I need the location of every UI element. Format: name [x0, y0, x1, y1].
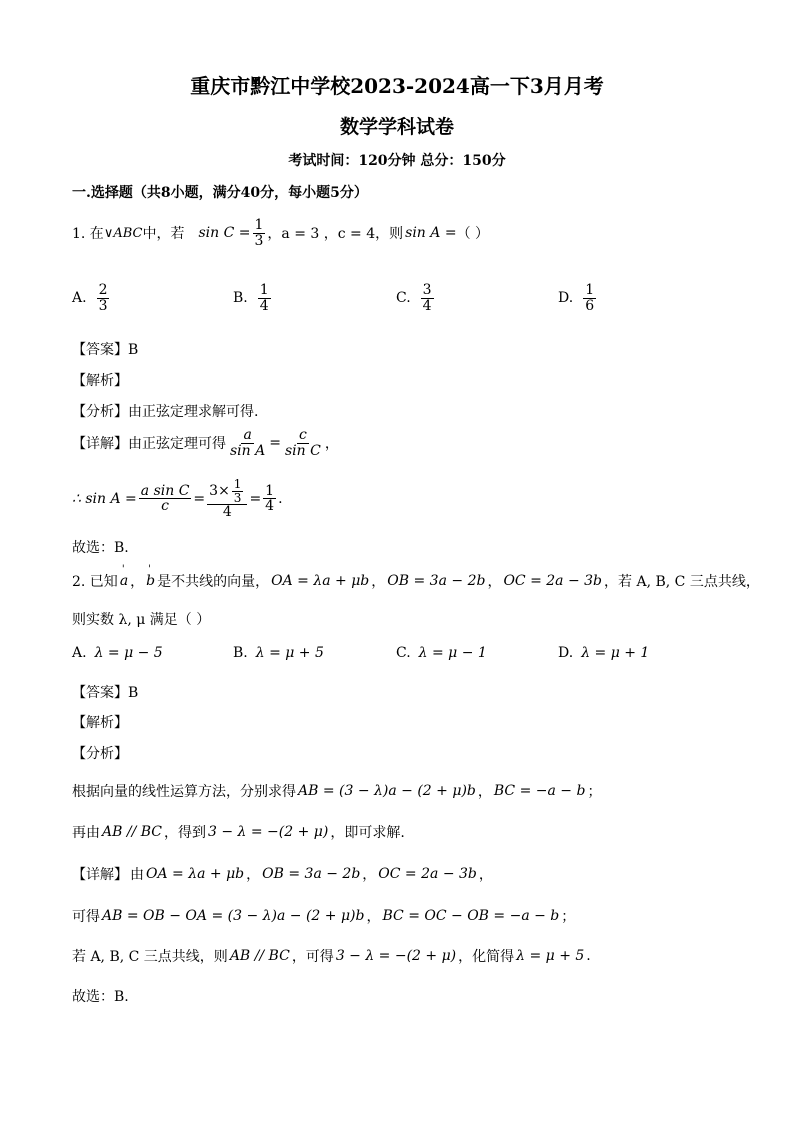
q1-option-b-fraction	[258, 283, 271, 313]
question-2-stem-line1: 2. 已知 ' a ， ' b 是不共线的向量， OA = λa + μb ， OB = 3a − 2b ， OC = 2a − 3b ，若 A, B, C 三点共线，	[72, 571, 760, 591]
q1-ask: sin A =	[405, 225, 457, 242]
q1-option-d-num: 1	[585, 282, 595, 298]
q2-mid: 是不共线的向量，	[157, 574, 270, 590]
exam-title: 重庆市黔江中学校2023-2024高一下3月月考	[190, 74, 604, 98]
q1-sin-c-den: 3	[254, 232, 264, 249]
q2-fenxi-line1-text: 根据向量的线性运算方法，分别求得	[72, 784, 296, 800]
q1-option-a-den: 3	[98, 297, 108, 314]
q2-option-a-text: λ = μ − 5	[94, 645, 163, 661]
q1-sin-c-fraction	[253, 218, 266, 248]
exam-subtitle: 数学学科试卷	[339, 116, 454, 138]
q2-detail-oc: OC = 2a − 3b	[378, 866, 477, 882]
q2-detail-line2-prefix: 可得	[72, 909, 100, 925]
q2-detail-line3-prefix: 若 A, B, C 三点共线，则	[72, 949, 228, 965]
q1-option-b	[233, 283, 273, 313]
q1-analysis-label: 【解析】	[72, 373, 128, 389]
q2-option-d	[558, 645, 649, 661]
q2-detail-line3-result: λ = μ + 5	[516, 948, 585, 964]
q1-sin-c-lhs: sin C =	[198, 225, 251, 242]
exam-meta: 考试时间：120分钟 总分：150分	[288, 153, 506, 169]
q2-fenxi-parallel: AB // BC	[102, 824, 162, 840]
q2-answer-value: B	[128, 685, 139, 701]
q1-detail-frac-right-num: c	[298, 427, 307, 443]
q1-option-b-den: 4	[259, 297, 269, 314]
q2-detail-ob: OB = 3a − 2b	[262, 866, 361, 882]
q2-detail-line2: 可得 AB = OB − OA = (3 − λ)a − (2 + μ)b ， BC = OC − OB = −a − b ；	[72, 908, 576, 925]
q1-paren: （ ）	[456, 226, 490, 243]
q1-option-a-letter: A.	[72, 290, 87, 307]
q1-option-a-fraction	[97, 283, 110, 313]
q1-detail-frac-left-den: sin A	[230, 442, 266, 459]
q2-option-b	[233, 645, 324, 661]
q1-option-c-letter: C.	[396, 290, 411, 307]
q1-answer-value: B	[128, 342, 139, 358]
q1-derivation-frac1-den: c	[161, 498, 170, 515]
q1-option-a-num: 2	[98, 282, 108, 298]
q1-sin-c-num: 1	[254, 217, 264, 233]
q2-option-d-letter: D.	[558, 645, 574, 661]
q1-conditions: ，a = 3 ，c = 4，则	[267, 226, 404, 243]
q2-detail-line3-eq: 3 − λ = −(2 + μ)	[335, 948, 457, 964]
q1-fenxi-label: 【分析】	[72, 404, 128, 420]
q1-fenxi	[72, 401, 258, 421]
q1-prefix: 1. 在	[72, 226, 104, 243]
q1-derivation-frac1	[139, 484, 192, 514]
q2-detail-parallel: AB // BC	[229, 948, 290, 964]
q1-option-b-num: 1	[259, 282, 269, 298]
q2-detail-line3-mid: ，可得	[291, 949, 334, 965]
q1-derivation-frac3-num: 1	[265, 482, 275, 499]
q2-oa-equation: OA = λa + μb	[271, 573, 370, 589]
q2-answer	[72, 682, 138, 702]
q2-fenxi-bc: BC = −a − b	[493, 783, 586, 799]
q2-fenxi-line2-eq: 3 − λ = −(2 + μ)	[208, 824, 329, 840]
q2-answer-label: 【答案】	[72, 685, 128, 701]
q2-fenxi-line1: 根据向量的线性运算方法，分别求得 AB = (3 − λ)a − (2 + μ)b ， BC = −a − b ；	[72, 783, 602, 800]
q2-detail-bc: BC = OC − OB = −a − b	[382, 908, 560, 924]
q1-derivation-frac1-num: a sin C	[140, 482, 190, 499]
q1-conclusion: 故选：B.	[72, 540, 129, 556]
q2-option-a-letter: A.	[72, 645, 87, 661]
q1-option-c-fraction	[421, 283, 434, 313]
q1-derivation-prefix: ∴ sin A =	[72, 490, 137, 507]
q1-option-c-den: 4	[422, 297, 432, 314]
q2-prefix: 2. 已知	[72, 574, 118, 590]
q2-detail-oa: OA = λa + μb	[146, 866, 245, 882]
q2-detail-line1: 【详解】 由 OA = λa + μb ， OB = 3a − 2b ， OC = 2a − 3b ，	[72, 866, 493, 883]
q2-option-c-text: λ = μ − 1	[418, 645, 487, 661]
q1-fenxi-text: 由正弦定理求解可得.	[128, 404, 259, 420]
q1-detail-frac-left	[228, 428, 267, 458]
q2-fenxi-ab: AB = (3 − λ)a − (2 + μ)b	[298, 783, 476, 799]
q2-detail-line3-mid2: ，化简得	[458, 949, 515, 965]
q2-fenxi-label: 【分析】	[72, 746, 128, 762]
q2-option-a	[72, 645, 163, 661]
q1-mid: 中，若	[142, 226, 185, 243]
q1-answer	[72, 339, 138, 359]
q2-option-c	[396, 645, 487, 661]
q1-option-b-letter: B.	[233, 290, 248, 307]
q1-detail-frac-right-den: sin C	[284, 442, 321, 459]
q1-detail-label: 【详解】	[72, 436, 128, 453]
q1-option-c	[396, 283, 436, 313]
question-1-stem	[72, 218, 489, 248]
q2-option-c-letter: C.	[396, 645, 411, 661]
q2-option-b-text: λ = μ + 5	[255, 645, 324, 661]
q2-ob-equation: OB = 3a − 2b	[387, 573, 486, 589]
q2-option-d-text: λ = μ + 1	[581, 645, 650, 661]
q1-option-d-fraction	[583, 283, 596, 313]
q1-option-c-num: 3	[422, 282, 432, 298]
q1-option-d	[558, 283, 598, 313]
q2-analysis-label: 【解析】	[72, 715, 128, 731]
q2-fenxi-line2-prefix: 再由	[72, 825, 100, 841]
q2-fenxi-line2-suffix: ，即可求解.	[330, 825, 405, 841]
q2-detail-label: 【详解】	[72, 867, 128, 883]
q1-derivation-inner-den: 3	[233, 490, 242, 505]
q2-fenxi-line2-mid: ，得到	[164, 825, 206, 841]
q1-derivation-frac2-den: 4	[222, 504, 232, 521]
q2-detail-line3: 若 A, B, C 三点共线，则 AB // BC ，可得 3 − λ = −(2 + μ) ，化简得 λ = μ + 5 .	[72, 948, 591, 965]
q1-triangle: ∨ABC	[103, 225, 143, 241]
q1-option-a	[72, 283, 111, 313]
q1-derivation-frac2	[207, 478, 247, 520]
q1-derivation-frac3	[263, 484, 276, 514]
q1-option-d-letter: D.	[558, 290, 574, 307]
q1-detail-text: 由正弦定理可得	[128, 436, 226, 453]
q2-oc-equation: OC = 2a − 3b	[503, 573, 603, 589]
q2-conclusion: 故选：B.	[72, 989, 129, 1005]
q1-detail-line: 【详解】 由正弦定理可得 $\frac{a}{\text{sin A}}$ = $\frac{c}{\text{sin C}}$ ，	[72, 427, 339, 459]
q1-derivation: ∴ sin A = $\frac{\text{a sin C}}{c}$ = 3× $\frac{1}{3}$ 4 = $\frac{1}{4}$ .	[72, 477, 283, 521]
q2-detail-ab: AB = OB − OA = (3 − λ)a − (2 + μ)b	[102, 908, 365, 924]
q1-derivation-inner-num: 1	[233, 477, 242, 491]
q2-suffix: ，若 A, B, C 三点共线，	[604, 574, 760, 590]
q1-derivation-inner-frac	[232, 478, 244, 504]
q2-option-b-letter: B.	[233, 645, 248, 661]
q1-detail-frac-right	[283, 428, 323, 458]
q1-derivation-frac3-den: 4	[265, 498, 275, 515]
q1-answer-label: 【答案】	[72, 342, 128, 358]
q1-derivation-frac2-num-int: 3×	[209, 482, 230, 499]
q1-detail-frac-left-num: a	[243, 427, 252, 443]
question-2-stem-line2: 则实数 λ, μ 满足（ ）	[72, 612, 211, 628]
q1-option-d-den: 6	[585, 297, 595, 314]
q2-detail-prefix: 由	[130, 867, 144, 883]
q2-fenxi-line2	[72, 822, 405, 842]
section-heading: 一.选择题（共8小题，满分40分，每小题5分）	[72, 185, 368, 201]
